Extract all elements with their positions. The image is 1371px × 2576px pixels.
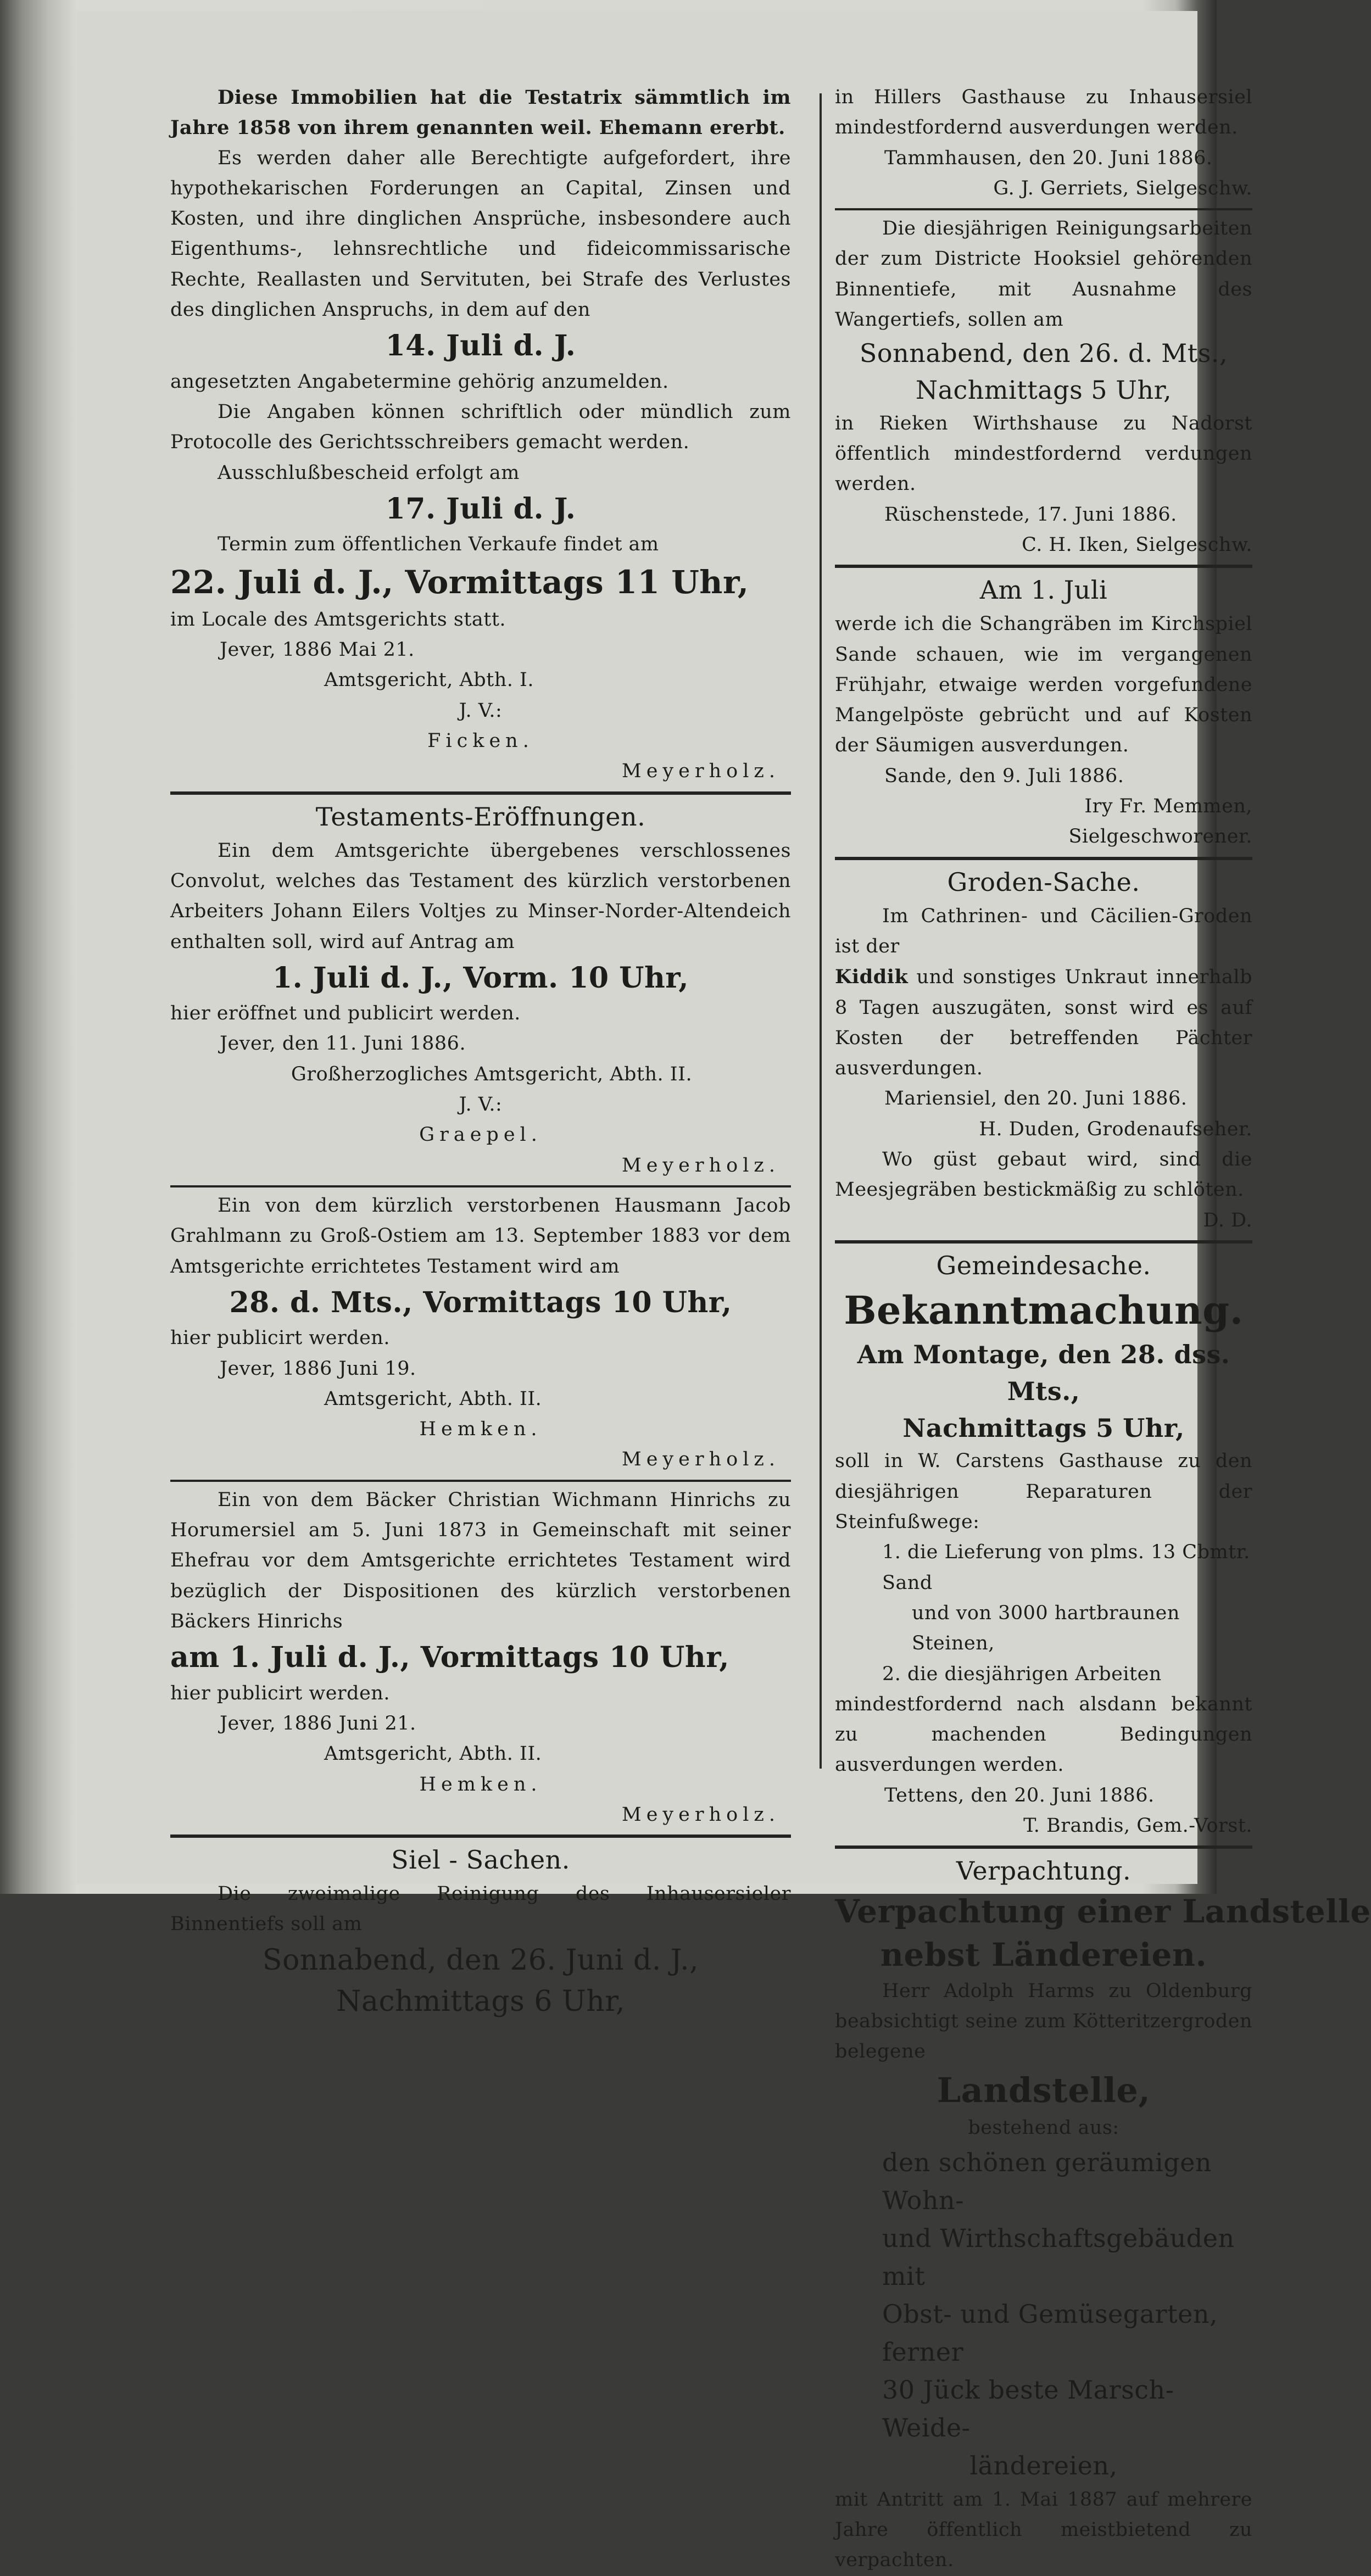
testament1-text: Ein dem Amtsgerichte übergebenes verschlossenes Convolut, welches das Testament des kürzlich verstorbenen Arbeiters Johann Eilers Voltjes zu Minser-Norder-Altendeich enthalten soll, wird auf Antrag am — [170, 839, 791, 953]
r5-item1a: 1. die Lieferung von plms. 13 Cbmtr. Sand — [882, 1541, 1250, 1594]
testament3-text: Ein von dem Bäcker Christian Wichmann Hinrichs zu Horumersiel am 5. Juni 1873 in Gemeinschaft mit seiner Ehefrau vor dem Amtsgerichte errichtetes Testament wird bezüglich der Dispositionen des kürzlich verstorbenen Bäckers Hinrichs — [170, 1488, 791, 1632]
r5-heading: Gemeindesache. — [936, 1250, 1151, 1280]
date-july-22: 22. Juli d. J., Vormittags 11 Uhr, — [170, 563, 749, 601]
submission-text: Die Angaben können schriftlich oder mündlich zum Protocolle des Gerichtsschreibers gemacht werden. — [170, 401, 791, 454]
date-july-17: 17. Juli d. J. — [385, 492, 576, 526]
r5-place: Tettens, den 20. Juni 1886. — [884, 1784, 1155, 1806]
r5-signature: T. Brandis, Gem.-Vorst. — [1023, 1815, 1252, 1837]
r6-item3: Obst- und Gemüsegarten, ferner — [882, 2299, 1218, 2367]
newspaper-page — [77, 11, 1371, 2572]
r6-title1: Verpachtung einer Landstelle — [835, 1893, 1371, 1931]
r4-signature: H. Duden, Grodenaufseher. — [979, 1118, 1252, 1140]
left-column — [170, 82, 791, 2022]
siel-date1: Sonnabend, den 26. Juni d. J., — [262, 1943, 699, 1977]
r4-heading: Groden-Sache. — [947, 867, 1140, 897]
r4-place: Mariensiel, den 20. Juni 1886. — [884, 1088, 1188, 1110]
testament3-publish: hier publicirt werden. — [170, 1682, 390, 1704]
r3-text: werde ich die Schangräben im Kirchspiel Sande schauen, wie im vergangenen Frühjahr, etwaige werden vorgefundene Mangelpöste gebrücht und auf Kosten der Säumigen ausverdungen. — [835, 613, 1252, 757]
r5-text2: mindestfordernd nach alsdann bekannt zu machenden Bedingungen ausverdungen werden. — [835, 1693, 1252, 1776]
testament2-date: 28. d. Mts., Vormittags 10 Uhr, — [229, 1285, 732, 1319]
testament-heading: Testaments-Eröffnungen. — [315, 801, 646, 832]
r3-signature: Iry Fr. Memmen, — [1084, 795, 1252, 818]
r6-item1: den schönen geräumigen Wohn- — [882, 2147, 1212, 2215]
r2-text2: in Rieken Wirthshause zu Nadorst öffentlich mindestfordernd verdungen werden. — [835, 412, 1252, 495]
claims-paragraph: Es werden daher alle Berechtigte aufgefordert, ihre hypothekarischen Forderungen an Capital, Zinsen und Kosten, und ihre dinglichen Ansprüche, insbesondere auch Eigenthums-, lehnsrechtliche und fideicommissarische Rechte, Reallasten und Servituten, bei Strafe des Verlustes des dinglichen Anspruchs, in dem auf den — [170, 147, 791, 321]
testament1-place: Jever, den 11. Juni 1886. — [220, 1033, 466, 1055]
section-rule — [170, 1835, 791, 1838]
estate-paragraph: Diese Immobilien hat die Testatrix sämmtlich im Jahre 1858 von ihrem genannten weil. Ehemann ererbt. — [170, 86, 791, 140]
testament2-text: Ein von dem kürzlich verstorbenen Hausmann Jacob Grahlmann zu Groß-Ostiem am 13. September 1883 vor dem Amtsgerichte errichtetes Testament wird am — [170, 1194, 791, 1278]
r6-item4: 30 Jück beste Marsch-Weide- — [882, 2374, 1174, 2443]
testament2-place: Jever, 1886 Juni 19. — [220, 1357, 416, 1380]
r4-text2 — [835, 962, 1252, 1084]
r2-place: Rüschenstede, 17. Juni 1886. — [884, 503, 1177, 526]
r1-place: Tammhausen, den 20. Juni 1886. — [884, 147, 1213, 169]
testament2-publish: hier publicirt werden. — [170, 1327, 390, 1350]
r5-item1b: und von 3000 hartbraunen Steinen, — [912, 1602, 1180, 1655]
section-rule — [170, 791, 791, 795]
r2-signature: C. H. Iken, Sielgeschw. — [1022, 533, 1252, 556]
place-date: Jever, 1886 Mai 21. — [220, 639, 415, 661]
r6-consisting: bestehend aus: — [968, 2117, 1119, 2139]
r6-text: Herr Adolph Harms zu Oldenburg beabsichtigt seine zum Kötteritzergroden belegene — [835, 1980, 1252, 2063]
testament3-court: Amtsgericht, Abth. II. — [324, 1743, 542, 1765]
r3-place: Sande, den 9. Juli 1886. — [884, 765, 1124, 787]
testament3-date: am 1. Juli d. J., Vormittags 10 Uhr, — [170, 1641, 729, 1675]
siel-heading: Siel - Sachen. — [391, 1845, 570, 1875]
testament3-place: Jever, 1886 Juni 21. — [220, 1712, 416, 1735]
r6-text2: mit Antritt am 1. Mai 1887 auf mehrere Jahre öffentlich meistbietend zu verpachten. — [835, 2488, 1252, 2572]
r6-heading: Verpachtung. — [956, 1856, 1132, 1886]
r4-kiddik: Kiddik — [835, 966, 909, 989]
r6-title2: nebst Ländereien. — [880, 1936, 1207, 1973]
section-rule — [835, 1845, 1252, 1849]
right-column-inner — [835, 82, 1371, 2576]
r1-signature: G. J. Gerriets, Sielgeschw. — [993, 177, 1252, 199]
testament3-clerk: Meyerholz. — [621, 1803, 780, 1826]
r3-signature-title: Sielgeschworener. — [1068, 826, 1252, 848]
r5-date1: Am Montage, den 28. dss. Mts., — [857, 1340, 1230, 1407]
section-rule — [170, 1480, 791, 1482]
r5-item2: 2. die diesjährigen Arbeiten — [882, 1663, 1162, 1685]
r6-item5: ländereien, — [969, 2450, 1118, 2480]
testament2-clerk: Meyerholz. — [621, 1448, 780, 1471]
r6-landstelle: Landstelle, — [937, 2070, 1151, 2110]
r2-date1: Sonnabend, den 26. d. Mts., — [859, 338, 1228, 369]
testament3-judge: Hemken. — [419, 1773, 542, 1796]
testament1-court: Großherzogliches Amtsgericht, Abth. II. — [291, 1063, 693, 1085]
r5-text: soll in W. Carstens Gasthause zu den diesjährigen Reparaturen der Steinfußwege: — [835, 1450, 1252, 1534]
r4-text3: Wo güst gebaut wird, sind die Meesjegräben bestickmäßig zu schlöten. — [835, 1148, 1252, 1201]
testament1-date: 1. Juli d. J., Vorm. 10 Uhr, — [272, 961, 689, 995]
testament2-judge: Hemken. — [419, 1418, 542, 1441]
iv-mark: J. V.: — [459, 699, 503, 722]
section-rule — [835, 208, 1252, 210]
location-text: im Locale des Amtsgerichts statt. — [170, 608, 506, 631]
r2-date2: Nachmittags 5 Uhr, — [915, 375, 1172, 405]
testament1-clerk: Meyerholz. — [621, 1154, 780, 1177]
court-name: Amtsgericht, Abth. I. — [324, 669, 534, 692]
sale-text: Termin zum öffentlichen Verkaufe findet am — [218, 533, 659, 556]
section-rule — [835, 857, 1252, 860]
r4-text2-rest: und sonstiges Unkraut innerhalb 8 Tagen auszugäten, sonst wird es auf Kosten der betreffenden Pächter ausverdungen. — [835, 966, 1252, 1080]
judge-signature: Ficken. — [427, 730, 534, 752]
r2-text: Die diesjährigen Reinigungsarbeiten der zum Districte Hooksiel gehörenden Binnentiefe, mit Ausnahme des Wangertiefs, sollen am — [835, 218, 1252, 331]
exclusion-text: Ausschlußbescheid erfolgt am — [218, 461, 520, 484]
testament1-iv: J. V.: — [459, 1094, 503, 1116]
r6-item2: und Wirthschaftsgebäuden mit — [882, 2223, 1235, 2291]
section-rule — [835, 565, 1252, 568]
testament1-judge: Graepel. — [419, 1124, 542, 1146]
testament2-court: Amtsgericht, Abth. II. — [324, 1387, 542, 1410]
siel-text: Die zweimalige Reinigung des Inhausersieler Binnentiefs soll am — [170, 1883, 791, 1936]
date-july-14: 14. Juli d. J. — [385, 329, 576, 363]
r4-text1: Im Cathrinen- und Cäcilien-Groden ist der — [835, 905, 1252, 957]
r3-heading: Am 1. Juli — [979, 575, 1108, 605]
r4-signature2: D. D. — [1203, 1209, 1252, 1231]
section-rule — [835, 1240, 1252, 1244]
right-column — [763, 82, 1371, 2576]
siel-date2: Nachmittags 6 Uhr, — [336, 1985, 625, 2019]
r1-text: in Hillers Gasthause zu Inhausersiel mindestfordernd ausverdungen werden. — [835, 86, 1252, 139]
clerk-signature: Meyerholz. — [621, 760, 780, 783]
registration-text: angesetzten Angabetermine gehörig anzumelden. — [170, 370, 669, 393]
r5-title: Bekanntmachung. — [844, 1287, 1244, 1333]
r5-date2: Nachmittags 5 Uhr, — [902, 1413, 1185, 1443]
section-rule — [170, 1185, 791, 1187]
testament1-publish: hier eröffnet und publicirt werden. — [170, 1002, 521, 1025]
